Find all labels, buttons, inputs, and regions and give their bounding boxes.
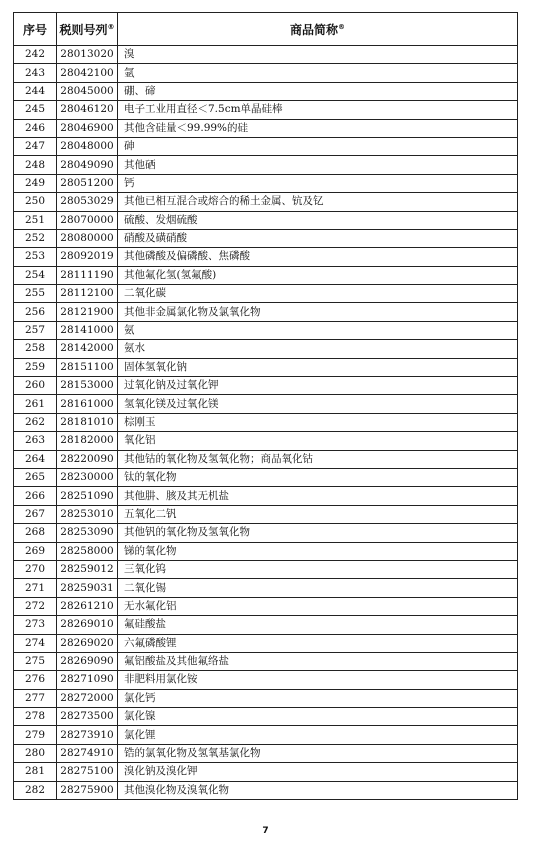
table-row: [14, 82, 518, 100]
row-code: 28259031: [57, 579, 118, 597]
table-row: [14, 450, 518, 468]
header-seq: [14, 13, 57, 46]
row-code: 28048000: [57, 137, 118, 155]
table-row: [14, 524, 518, 542]
row-name: 其他磷酸及偏磷酸、焦磷酸: [118, 248, 518, 266]
header-name: [118, 13, 518, 46]
row-seq: 275: [14, 652, 57, 670]
row-code: 28182000: [57, 432, 118, 450]
row-seq: 271: [14, 579, 57, 597]
row-name: 氢氧化镁及过氧化镁: [118, 395, 518, 413]
table-row: [14, 174, 518, 192]
row-seq: 280: [14, 744, 57, 762]
table-row: [14, 708, 518, 726]
row-seq: 247: [14, 137, 57, 155]
table-row: [14, 64, 518, 82]
row-code: 28153000: [57, 377, 118, 395]
row-seq: 250: [14, 193, 57, 211]
row-name: 其他氟化氢(氢氟酸): [118, 266, 518, 284]
row-seq: 258: [14, 340, 57, 358]
row-name: 其他溴化物及溴氧化物: [118, 781, 518, 799]
row-name: 氯化镍: [118, 708, 518, 726]
row-code: 28080000: [57, 229, 118, 247]
row-code: 28070000: [57, 211, 118, 229]
table-row: [14, 303, 518, 321]
tariff-table: [13, 12, 518, 800]
row-seq: 244: [14, 82, 57, 100]
row-name: 固体氢氧化钠: [118, 358, 518, 376]
row-name: 钛的氧化物: [118, 468, 518, 486]
row-seq: 264: [14, 450, 57, 468]
row-code: 28111190: [57, 266, 118, 284]
header-code-label: 税则号列: [59, 22, 108, 37]
row-seq: 269: [14, 542, 57, 560]
row-seq: 261: [14, 395, 57, 413]
table-row: [14, 726, 518, 744]
row-name: 氟硅酸盐: [118, 616, 518, 634]
row-code: 28275100: [57, 763, 118, 781]
row-code: 28181010: [57, 413, 118, 431]
row-name: 其他钴的氧化物及氢氧化物；商品氧化钴: [118, 450, 518, 468]
row-name: 其他含硅量＜99.99%的硅: [118, 119, 518, 137]
table-row: [14, 616, 518, 634]
row-name: 氨水: [118, 340, 518, 358]
table-row: [14, 671, 518, 689]
row-code: 28251090: [57, 487, 118, 505]
row-code: 28051200: [57, 174, 118, 192]
row-code: 28141000: [57, 321, 118, 339]
row-name: 钙: [118, 174, 518, 192]
table-row: [14, 137, 518, 155]
row-seq: 268: [14, 524, 57, 542]
row-seq: 245: [14, 101, 57, 119]
table-row: [14, 652, 518, 670]
row-name: 电子工业用直径＜7.5cm单晶硅棒: [118, 101, 518, 119]
table-row: [14, 413, 518, 431]
table-row: [14, 358, 518, 376]
row-name: 六氟磷酸锂: [118, 634, 518, 652]
row-code: 28269020: [57, 634, 118, 652]
row-seq: 265: [14, 468, 57, 486]
row-code: 28253010: [57, 505, 118, 523]
table-row: [14, 542, 518, 560]
table-row: [14, 156, 518, 174]
row-seq: 257: [14, 321, 57, 339]
row-code: 28046120: [57, 101, 118, 119]
table-header: [14, 13, 518, 46]
row-name: 锆的氯氧化物及氢氧基氯化物: [118, 744, 518, 762]
table-row: [14, 285, 518, 303]
row-seq: 277: [14, 689, 57, 707]
table-row: [14, 229, 518, 247]
header-code: [57, 13, 118, 46]
row-seq: 254: [14, 266, 57, 284]
row-seq: 263: [14, 432, 57, 450]
row-code: 28261210: [57, 597, 118, 615]
row-code: 28273910: [57, 726, 118, 744]
table-row: [14, 193, 518, 211]
row-name: 其他钒的氧化物及氢氧化物: [118, 524, 518, 542]
row-name: 溴化钠及溴化钾: [118, 763, 518, 781]
row-code: 28271090: [57, 671, 118, 689]
row-seq: 248: [14, 156, 57, 174]
row-seq: 266: [14, 487, 57, 505]
row-seq: 273: [14, 616, 57, 634]
row-code: 28258000: [57, 542, 118, 560]
row-seq: 249: [14, 174, 57, 192]
row-code: 28151100: [57, 358, 118, 376]
table-body: [14, 46, 518, 800]
table-row: [14, 579, 518, 597]
row-name: 砷: [118, 137, 518, 155]
row-name: 二氧化锡: [118, 579, 518, 597]
table-row: [14, 560, 518, 578]
row-name: 无水氟化铝: [118, 597, 518, 615]
row-name: 二氧化碳: [118, 285, 518, 303]
row-name: 氯化锂: [118, 726, 518, 744]
header-row: [14, 13, 518, 46]
row-code: 28042100: [57, 64, 118, 82]
table-row: [14, 689, 518, 707]
row-seq: 242: [14, 46, 57, 64]
row-code: 28272000: [57, 689, 118, 707]
row-seq: 262: [14, 413, 57, 431]
table-row: [14, 321, 518, 339]
row-seq: 270: [14, 560, 57, 578]
row-seq: 259: [14, 358, 57, 376]
table-row: [14, 46, 518, 64]
row-name: 溴: [118, 46, 518, 64]
row-seq: 246: [14, 119, 57, 137]
table-row: [14, 468, 518, 486]
row-seq: 274: [14, 634, 57, 652]
row-name: 其他硒: [118, 156, 518, 174]
row-name: 三氧化钨: [118, 560, 518, 578]
row-name: 其他肼、胲及其无机盐: [118, 487, 518, 505]
header-name-note: ®: [338, 22, 345, 31]
table-row: [14, 101, 518, 119]
table-row: [14, 248, 518, 266]
row-name: 硫酸、发烟硫酸: [118, 211, 518, 229]
row-name: 硼、碲: [118, 82, 518, 100]
row-name: 氟铝酸盐及其他氟络盐: [118, 652, 518, 670]
page-number: 7: [262, 826, 269, 836]
row-code: 28275900: [57, 781, 118, 799]
row-code: 28142000: [57, 340, 118, 358]
row-name: 氧化铝: [118, 432, 518, 450]
row-code: 28220090: [57, 450, 118, 468]
row-name: 棕刚玉: [118, 413, 518, 431]
row-name: 锑的氧化物: [118, 542, 518, 560]
row-code: 28013020: [57, 46, 118, 64]
row-code: 28274910: [57, 744, 118, 762]
row-seq: 281: [14, 763, 57, 781]
row-code: 28269090: [57, 652, 118, 670]
table-row: [14, 505, 518, 523]
row-name: 氩: [118, 64, 518, 82]
row-name: 五氧化二钒: [118, 505, 518, 523]
row-seq: 253: [14, 248, 57, 266]
row-name: 氨: [118, 321, 518, 339]
row-code: 28092019: [57, 248, 118, 266]
row-seq: 276: [14, 671, 57, 689]
row-code: 28112100: [57, 285, 118, 303]
row-seq: 255: [14, 285, 57, 303]
row-seq: 251: [14, 211, 57, 229]
table-row: [14, 744, 518, 762]
row-seq: 278: [14, 708, 57, 726]
row-code: 28046900: [57, 119, 118, 137]
row-code: 28230000: [57, 468, 118, 486]
table-row: [14, 340, 518, 358]
header-name-label: 商品简称: [289, 22, 338, 37]
row-code: 28053029: [57, 193, 118, 211]
row-seq: 282: [14, 781, 57, 799]
header-code-note: ®: [107, 22, 115, 31]
row-name: 氯化钙: [118, 689, 518, 707]
table-row: [14, 763, 518, 781]
table-row: [14, 377, 518, 395]
row-seq: 267: [14, 505, 57, 523]
row-name: 其他非金属氯化物及氯氧化物: [118, 303, 518, 321]
row-seq: 260: [14, 377, 57, 395]
row-code: 28253090: [57, 524, 118, 542]
row-code: 28161000: [57, 395, 118, 413]
table-row: [14, 432, 518, 450]
table-row: [14, 634, 518, 652]
row-code: 28049090: [57, 156, 118, 174]
row-name: 其他已相互混合或熔合的稀土金属、钪及钇: [118, 193, 518, 211]
row-seq: 272: [14, 597, 57, 615]
table-row: [14, 487, 518, 505]
table-row: [14, 119, 518, 137]
row-seq: 279: [14, 726, 57, 744]
table-row: [14, 266, 518, 284]
row-name: 硝酸及磺硝酸: [118, 229, 518, 247]
row-code: 28269010: [57, 616, 118, 634]
row-name: 过氧化钠及过氧化钾: [118, 377, 518, 395]
header-seq-label: 序号: [22, 22, 47, 37]
table-row: [14, 781, 518, 799]
row-seq: 252: [14, 229, 57, 247]
table-row: [14, 597, 518, 615]
table-row: [14, 395, 518, 413]
row-name: 非肥料用氯化铵: [118, 671, 518, 689]
row-seq: 243: [14, 64, 57, 82]
row-code: 28273500: [57, 708, 118, 726]
row-seq: 256: [14, 303, 57, 321]
table-row: [14, 211, 518, 229]
row-code: 28259012: [57, 560, 118, 578]
row-code: 28045000: [57, 82, 118, 100]
row-code: 28121900: [57, 303, 118, 321]
